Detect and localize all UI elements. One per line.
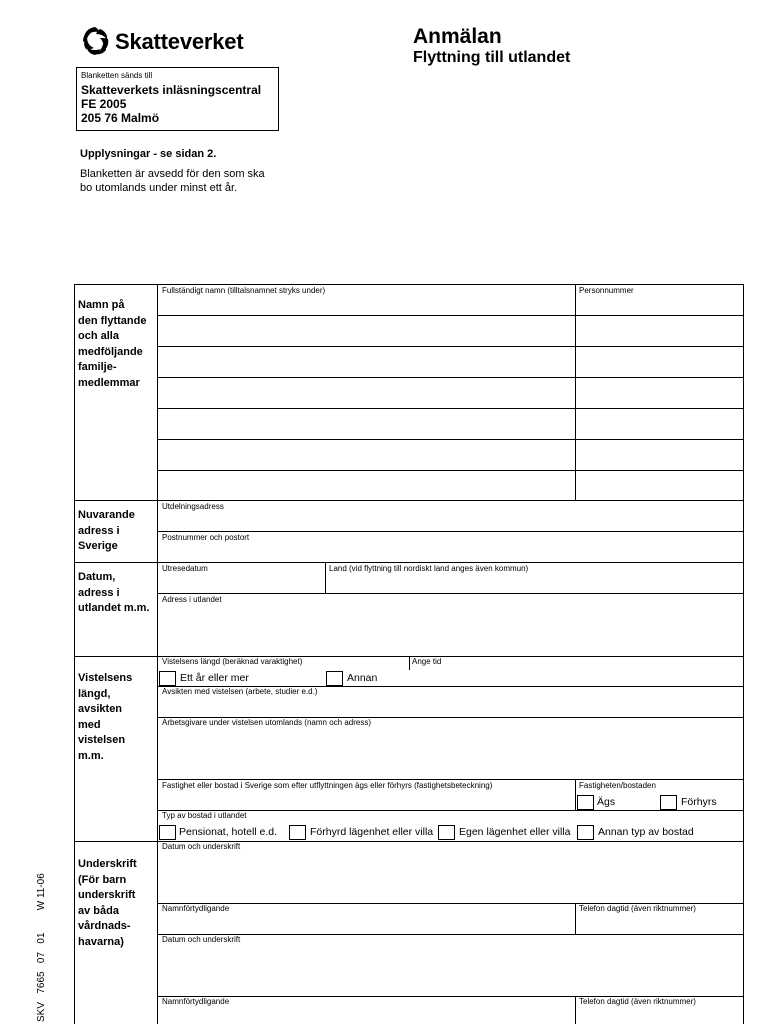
- section-label-stay: Vistelsens längd, avsikten med vistelsen m.m.: [78, 672, 133, 762]
- info-text-line-1: Blanketten är avsedd för den som ska: [80, 168, 265, 180]
- grid-right-border: [743, 284, 744, 1024]
- checkbox-hotel[interactable]: [159, 825, 176, 840]
- checkbox-owned[interactable]: [577, 795, 594, 810]
- phone-1-label: Telefon dagtid (även riktnummer): [579, 904, 696, 913]
- mailing-line-1: Skatteverkets inläsningscentral: [81, 83, 262, 97]
- form-code-vertical: SKV 7665 07 01 W 11-06: [36, 873, 47, 1022]
- mailing-line-2: FE 2005: [81, 97, 127, 111]
- checkbox-other-length[interactable]: [326, 671, 343, 686]
- logo-text: Skatteverket: [115, 29, 244, 54]
- form-title: Anmälan: [413, 25, 502, 48]
- option-rented-apartment-label: Förhyrd lägenhet eller villa: [310, 826, 434, 838]
- checkbox-own-apartment[interactable]: [438, 825, 455, 840]
- option-rented-label: Förhyrs: [681, 796, 717, 808]
- country-label: Land (vid flyttning till nordiskt land anges även kommun): [329, 564, 529, 573]
- skatteverket-logo: [78, 24, 243, 60]
- section-label-names: Namn på den flyttande och alla medföljande familje- medlemmar: [78, 299, 147, 389]
- mailing-line-3: 205 76 Malmö: [81, 111, 160, 125]
- checkbox-other-housing[interactable]: [577, 825, 594, 840]
- employer-label: Arbetsgivare under vistelsen utomlands (namn och adress): [162, 718, 371, 727]
- grid-top-border: [74, 284, 744, 285]
- info-heading: Upplysningar - se sidan 2.: [80, 148, 217, 160]
- checkbox-rented[interactable]: [660, 795, 677, 810]
- section-label-address-sweden: Nuvarande adress i Sverige: [78, 509, 135, 552]
- property-status-label: Fastigheten/bostaden: [579, 781, 656, 790]
- checkbox-rented-apartment[interactable]: [289, 825, 306, 840]
- option-owned-label: Ägs: [597, 796, 616, 808]
- option-one-year-label: Ett år eller mer: [180, 672, 249, 684]
- option-other-housing-label: Annan typ av bostad: [598, 826, 694, 838]
- stay-length-label: Vistelsens längd (beräknad varaktighet): [162, 657, 303, 666]
- info-text: [80, 167, 300, 195]
- names-pnr-divider: [575, 284, 576, 500]
- section-label-signature: Underskrift (För barn underskrift av båda vårdnads- havarna): [78, 858, 137, 948]
- skatteverket-swirl-icon: [78, 25, 112, 59]
- info-text-line-2: bo utomlands under minst ett år.: [80, 182, 238, 194]
- grid-label-divider: [157, 284, 158, 1024]
- phone-2-label: Telefon dagtid (även riktnummer): [579, 997, 696, 1006]
- section-label-date-abroad: Datum, adress i utlandet m.m.: [78, 571, 150, 614]
- option-other-length-label: Annan: [347, 672, 378, 684]
- grid-left-border: [74, 284, 75, 1024]
- street-address-label: Utdelningsadress: [162, 502, 224, 511]
- address-abroad-label: Adress i utlandet: [162, 595, 222, 604]
- option-own-apartment-label: Egen lägenhet eller villa: [459, 826, 571, 838]
- property-label: Fastighet eller bostad i Sverige som efter utflyttningen ägs eller förhyrs (fastighetsbeteckning): [162, 781, 493, 790]
- date-signature-2-label: Datum och underskrift: [162, 935, 241, 944]
- mailing-label: Blanketten sänds till: [81, 71, 153, 80]
- mailing-address-box: [76, 67, 279, 131]
- name-clarification-2-label: Namnförtydligande: [162, 997, 230, 1006]
- housing-type-label: Typ av bostad i utlandet: [162, 811, 247, 820]
- form-subtitle: Flyttning till utlandet: [413, 49, 571, 66]
- checkbox-one-year-or-more[interactable]: [159, 671, 176, 686]
- name-column-label: Fullständigt namn (tilltalsnamnet stryks under): [162, 286, 326, 295]
- option-hotel-label: Pensionat, hotell e.d.: [179, 826, 278, 838]
- purpose-label: Avsikten med vistelsen (arbete, studier e.d.): [162, 687, 318, 696]
- name-clarification-1-label: Namnförtydligande: [162, 904, 230, 913]
- departure-date-label: Utresedatum: [162, 564, 208, 573]
- pnr-column-label: Personnummer: [579, 286, 634, 295]
- date-signature-1-label: Datum och underskrift: [162, 842, 241, 851]
- postal-label: Postnummer och postort: [162, 533, 250, 542]
- specify-time-label: Ange tid: [412, 657, 442, 666]
